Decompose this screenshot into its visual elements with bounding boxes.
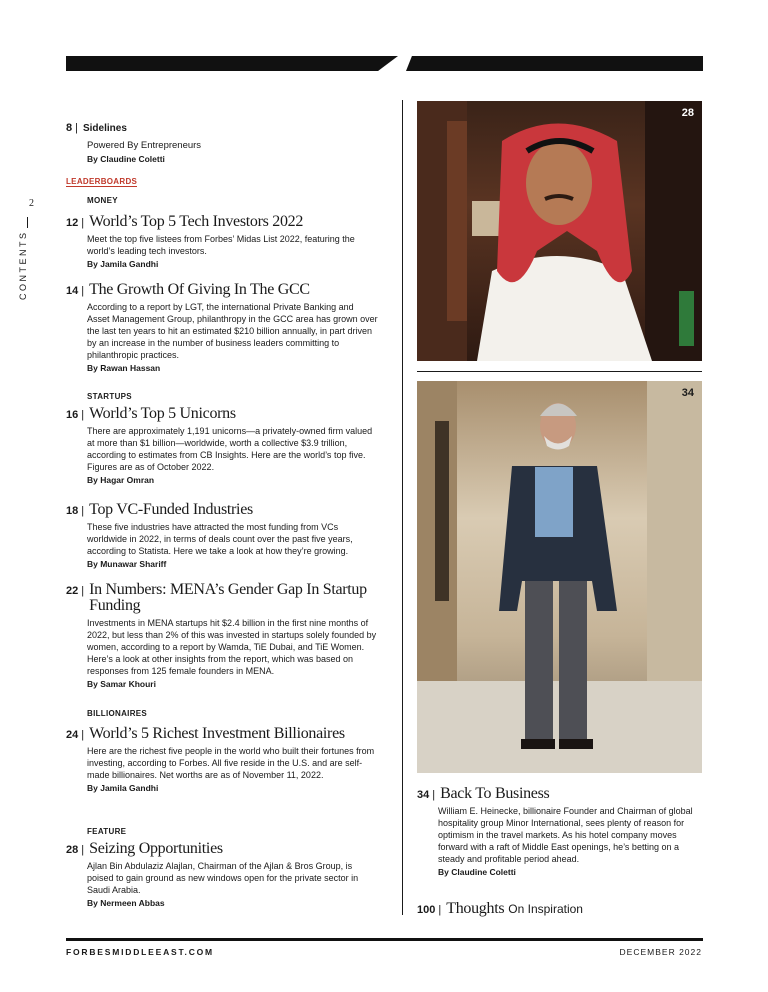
toc-byline: By Hagar Omran <box>87 475 155 485</box>
toc-title: World’s Top 5 Unicorns <box>89 405 236 422</box>
section-billionaires: BILLIONAIRES <box>87 709 148 718</box>
toc-byline: By Samar Khouri <box>87 679 156 689</box>
toc-entry[interactable]: 28 | Seizing Opportunities Ajlan Bin Abdulaziz Alajlan, Chairman of the Ajlan & Bros Group, is poised to gain ground as new windows open for the private sector in Saudi Arabia. By Nermeen Abbas <box>66 841 378 908</box>
toc-description: Investments in MENA startups hit $2.4 billion in the first nine months of 2022, but less than 2% of this was invested in startups solely founded by women, according to a report by Wamda, TiE Dubai, and TiE Women. Here’s a look at other insights from the report, which was based on responses from 125 female founders in MENA. <box>87 618 377 676</box>
toc-page: 12 <box>66 217 79 229</box>
toc-byline: By Jamila Gandhi <box>87 259 159 269</box>
toc-title: World’s 5 Richest Investment Billionaires <box>89 725 345 742</box>
toc-entry-thoughts[interactable]: 100 | Thoughts On Inspiration <box>417 900 583 917</box>
toc-page: 28 <box>66 844 79 856</box>
toc-description: These five industries have attracted the most funding from VCs worldwide in 2022, in terms of deals count over the past five years, according to Statista. Here we take a look at how they’re growing. <box>87 522 353 556</box>
toc-description: There are approximately 1,191 unicorns—a privately-owned firm valued at more than $1 billion—worldwide, worth a collective $3.9 trillion, according to estimates from CB Insights. Here are the world’s top five. Figures are as of October 2022. <box>87 426 373 472</box>
toc-subtitle: Powered By Entrepreneurs <box>87 140 202 151</box>
toc-entry[interactable]: 12 | World’s Top 5 Tech Investors 2022 Meet the top five listees from Forbes’ Midas List 2022, featuring the world’s leading tech investors. By Jamila Gandhi <box>66 214 378 269</box>
toc-description: Meet the top five listees from Forbes’ Midas List 2022, featuring the world’s leading tech investors. <box>87 234 355 256</box>
column-divider <box>402 100 403 915</box>
toc-entry[interactable]: 24 | World’s 5 Richest Investment Billionaires Here are the richest five people in the world who built their fortunes from investing, according to Forbes. All five reside in the U.S. and are self-made billionaires. Net worths are as of November 11, 2022. By Jamila Gandhi <box>66 726 378 793</box>
footer-website: FORBESMIDDLEEAST.COM <box>66 947 214 957</box>
toc-page: 8 <box>66 122 73 134</box>
portrait-illustration <box>417 381 702 773</box>
photo-divider <box>417 371 702 372</box>
toc-byline: By Nermeen Abbas <box>87 898 165 908</box>
toc-page: 18 <box>66 505 79 517</box>
toc-byline: By Jamila Gandhi <box>87 783 159 793</box>
photo-page-number: 28 <box>681 107 694 119</box>
toc-title: Top VC-Funded Industries <box>89 501 253 518</box>
portrait-photo-alajlan <box>417 101 702 361</box>
toc-title: World’s Top 5 Tech Investors 2022 <box>89 213 304 230</box>
toc-entry[interactable]: 16 | World’s Top 5 Unicorns There are approximately 1,191 unicorns—a privately-owned firm valued at more than $1 billion—worldwide, worth a collective $3.9 trillion, according to estimates from CB Insights. Here are the world’s top five. Figures are as of October 2022. By Hagar Omran <box>66 406 378 485</box>
sidebar-divider <box>27 217 28 228</box>
toc-title: In Numbers: MENA’s Gender Gap In Startup Funding <box>89 581 367 614</box>
toc-page: 100 <box>417 904 436 916</box>
toc-description: Ajlan Bin Abdulaziz Alajlan, Chairman of the Ajlan & Bros Group, is poised to gain ground as new windows open for the private sector in Saudi Arabia. <box>87 861 359 895</box>
toc-byline: By Claudine Coletti <box>87 154 165 164</box>
toc-title: Thoughts <box>446 900 505 917</box>
section-startups: STARTUPS <box>87 392 132 401</box>
toc-byline: By Claudine Coletti <box>438 867 516 877</box>
photo-page-number: 34 <box>681 387 694 399</box>
toc-entry[interactable]: 18 | Top VC-Funded Industries These five industries have attracted the most funding from VCs worldwide in 2022, in terms of deals count over the past five years, according to Statista. Here we take a look at how they’re growing. By Munawar Shariff <box>66 502 378 569</box>
footer-rule <box>66 938 703 941</box>
toc-title: Back To Business <box>440 785 550 802</box>
toc-entry-sidelines[interactable]: 8 | Sidelines Powered By Entrepreneurs By Claudine Coletti <box>66 121 378 164</box>
toc-description: Here are the richest five people in the world who built their fortunes from investing, according to Forbes. All five reside in the U.S. and are self-made billionaires. Net worths are as of November 11, 2022. <box>87 746 375 780</box>
toc-description: According to a report by LGT, the international Private Banking and Asset Management Group, philanthropy in the GCC area has grown over the last ten years to hit an estimated $210 billion annually, in part driven by an increase in the number of business leaders committing to philanthropic practices. <box>87 302 378 360</box>
toc-page: 34 <box>417 789 430 801</box>
portrait-photo-heinecke <box>417 381 702 773</box>
toc-page: 14 <box>66 285 79 297</box>
toc-subtitle: On Inspiration <box>508 902 583 916</box>
section-label-contents: CONTENTS <box>18 230 28 300</box>
toc-byline: By Rawan Hassan <box>87 363 161 373</box>
toc-byline: By Munawar Shariff <box>87 559 167 569</box>
footer-issue-date: DECEMBER 2022 <box>619 947 702 957</box>
toc-page: 22 <box>66 585 79 597</box>
toc-entry[interactable]: 22 | In Numbers: MENA’s Gender Gap In Startup Funding Investments in MENA startups hit $2.4 billion in the first nine months of 2022, but less than 2% of this was invested in startups solely founded by women, according to a report by Wamda, TiE Dubai, and TiE Women. Here’s a look at other insights from the report, which was based on responses from 125 female founders in MENA. By Samar Khouri <box>66 581 377 689</box>
page-number: 2 <box>29 198 34 209</box>
toc-page: 24 <box>66 729 79 741</box>
toc-title: Sidelines <box>82 123 127 134</box>
toc-title: The Growth Of Giving In The GCC <box>89 281 310 298</box>
section-feature: FEATURE <box>87 827 127 836</box>
header-bar-right <box>406 56 703 71</box>
toc-page: 16 <box>66 409 79 421</box>
leaderboards-label: LEADERBOARDS <box>66 177 138 186</box>
toc-title: Seizing Opportunities <box>89 840 223 857</box>
section-money: MONEY <box>87 196 118 205</box>
toc-entry[interactable]: 14 | The Growth Of Giving In The GCC According to a report by LGT, the international Private Banking and Asset Management Group, philanthropy in the GCC area has grown over the last ten years to hit an estimated $210 billion annually, in part driven by an increase in the number of business leaders committing to philanthropic practices. By Rawan Hassan <box>66 281 378 373</box>
header-bar-left <box>66 56 398 71</box>
toc-description: William E. Heinecke, billionaire Founder and Chairman of global hospitality group Minor International, sees plenty of reason for optimism in the travel markets. As his hotel company moves forward with a raft of Middle East openings, he’s betting on a steady and profitable period ahead. <box>438 806 693 864</box>
portrait-illustration <box>417 101 702 361</box>
toc-entry-back-to-business[interactable]: 34 | Back To Business William E. Heinecke, billionaire Founder and Chairman of global hospitality group Minor International, sees plenty of reason for optimism in the travel markets. As his hotel company moves forward with a raft of Middle East openings, he’s betting on a steady and profitable period ahead. By Claudine Coletti <box>417 786 702 877</box>
